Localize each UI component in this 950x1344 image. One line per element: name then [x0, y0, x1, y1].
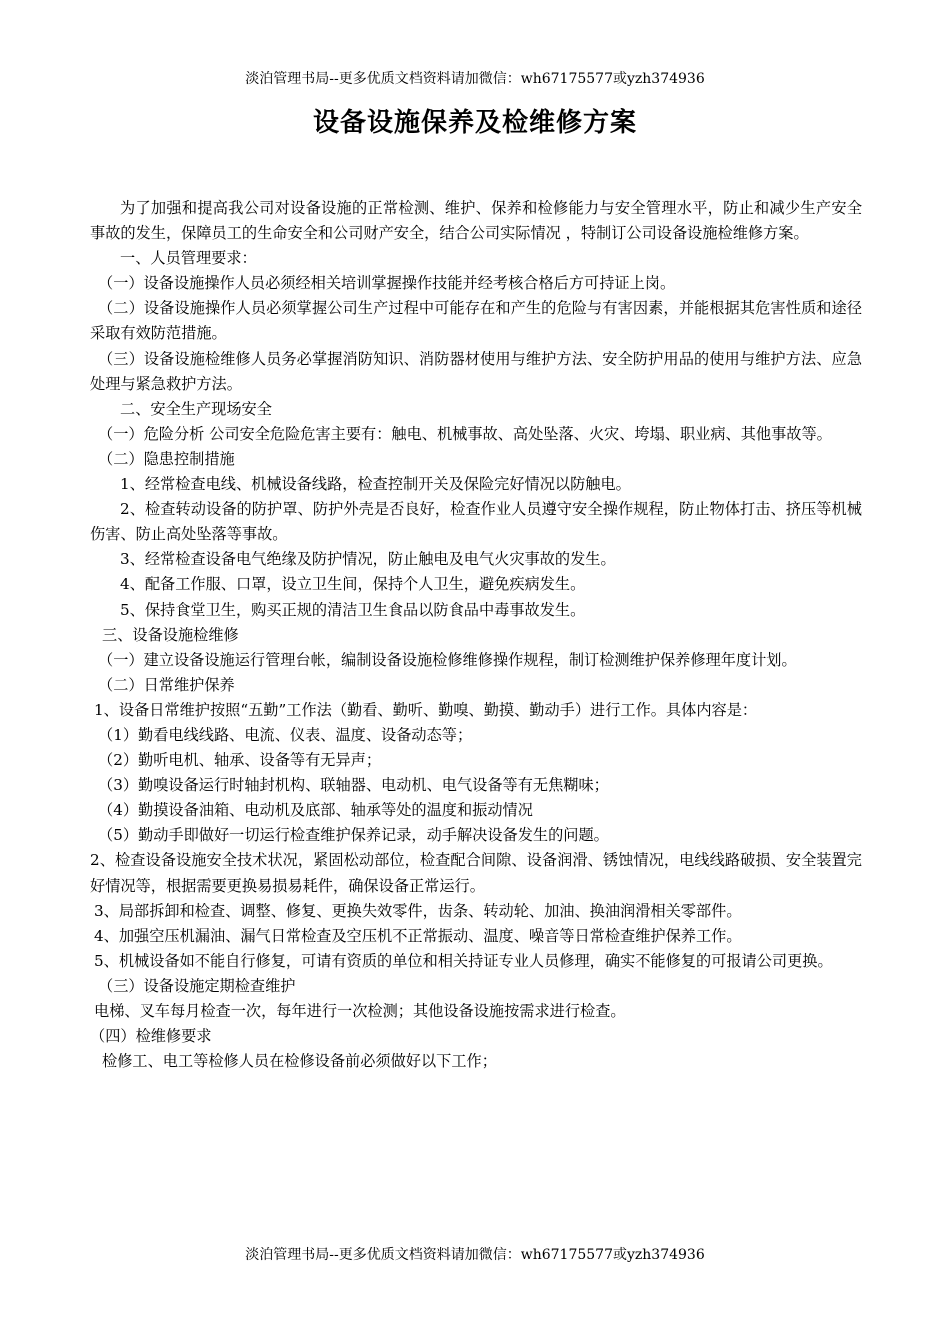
list-item: （1）勤看电线线路、电流、仪表、温度、设备动态等； [98, 725, 473, 744]
list-item: 2、检查转动设备的防护罩、防护外壳是否良好，检查作业人员遵守安全操作规程，防止物体打击、挤压等机械伤害、防止高处坠落等事故。 [90, 500, 862, 544]
paragraph: （三）设备设施检维修人员务必掌握消防知识、消防器材使用与维护方法、安全防护用品的使用与维护方法、应急处理与紧急救护方法。 [90, 349, 862, 393]
list-item: 3、局部拆卸和检查、调整、修复、更换失效零件，齿条、转动轮、加油、换油润滑相关零部件。 [94, 901, 742, 920]
list-item: （4）勤摸设备油箱、电动机及底部、轴承等处的温度和振动情况 [98, 801, 533, 820]
list-item: （3）勤嗅设备运行时轴封机构、联轴器、电动机、电气设备等有无焦糊味； [98, 776, 609, 795]
paragraph: （一）建立设备设施运行管理台帐，编制设备设施检修维修操作规程，制订检测维护保养修理年度计划。 [98, 650, 797, 669]
list-item: 1、设备日常维护按照“五勤”工作法（勤看、勤听、勤嗅、勤摸、勤动手）进行工作。具体内容是： [94, 700, 758, 719]
section-heading-3: 三、设备设施检维修 [102, 625, 239, 644]
list-item: 5、保持食堂卫生，购买正规的清洁卫生食品以防食品中毒事故发生。 [120, 600, 586, 619]
paragraph: （二）设备设施操作人员必须掌握公司生产过程中可能存在和产生的危险与有害因素，并能根据其危害性质和途径采取有效防范措施。 [90, 299, 862, 343]
section-heading-1: 一、人员管理要求： [120, 249, 257, 268]
list-item: 4、加强空压机漏油、漏气日常检查及空压机不正常振动、温度、噪音等日常检查维护保养工作。 [94, 926, 742, 945]
subsection-heading: （二）日常维护保养 [98, 675, 235, 694]
list-item: （5）勤动手即做好一切运行检查维护保养记录，动手解决设备发生的问题。 [98, 826, 609, 845]
subsection-heading: （三）设备设施定期检查维护 [98, 976, 296, 995]
list-item: 1、经常检查电线、机械设备线路，检查控制开关及保险完好情况以防触电。 [120, 475, 631, 494]
page-footer: 淡泊管理书局--更多优质文档资料请加微信：wh67175577或yzh374936 [245, 1247, 705, 1263]
list-item: 4、配备工作服、口罩，设立卫生间，保持个人卫生，避免疾病发生。 [120, 575, 586, 594]
subsection-heading: （四）检维修要求 [90, 1027, 212, 1046]
paragraph: （一）设备设施操作人员必须经相关培训掌握操作技能并经考核合格后方可持证上岗。 [98, 274, 676, 293]
list-item: 3、经常检查设备电气绝缘及防护情况，防止触电及电气火灾事故的发生。 [120, 550, 616, 569]
subsection-heading: （二）隐患控制措施 [98, 449, 235, 468]
paragraph: 电梯、叉车每月检查一次，每年进行一次检测；其他设备设施按需求进行检查。 [94, 1002, 626, 1020]
document-body [90, 196, 862, 1074]
section-heading-2: 二、安全生产现场安全 [120, 399, 272, 418]
paragraph: （一）危险分析 公司安全危险危害主要有：触电、机械事故、高处坠落、火灾、垮塌、职业病、其他事故等。 [98, 424, 832, 443]
list-item: （2）勤听电机、轴承、设备等有无异声； [98, 751, 382, 770]
list-item: 5、机械设备如不能自行修复，可请有资质的单位和相关持证专业人员修理，确实不能修复的可报请公司更换。 [94, 951, 833, 970]
document-title: 设备设施保养及检维修方案 [312, 108, 637, 138]
list-item: 2、检查设备设施安全技术状况，紧固松动部位，检查配合间隙、设备润滑、锈蚀情况，电线线路破损、安全装置完好情况等，根据需要更换易损易耗件，确保设备正常运行。 [90, 851, 862, 895]
page-header: 淡泊管理书局--更多优质文档资料请加微信：wh67175577或yzh374936 [245, 71, 705, 87]
intro-paragraph: 为了加强和提高我公司对设备设施的正常检测、维护、保养和检修能力与安全管理水平，防止和减少生产安全事故的发生，保障员工的生命安全和公司财产安全，结合公司实际情况 ，特制订公司设备设施检维修方案。 [90, 199, 862, 243]
paragraph: 检修工、电工等检修人员在检修设备前必须做好以下工作； [102, 1052, 497, 1071]
